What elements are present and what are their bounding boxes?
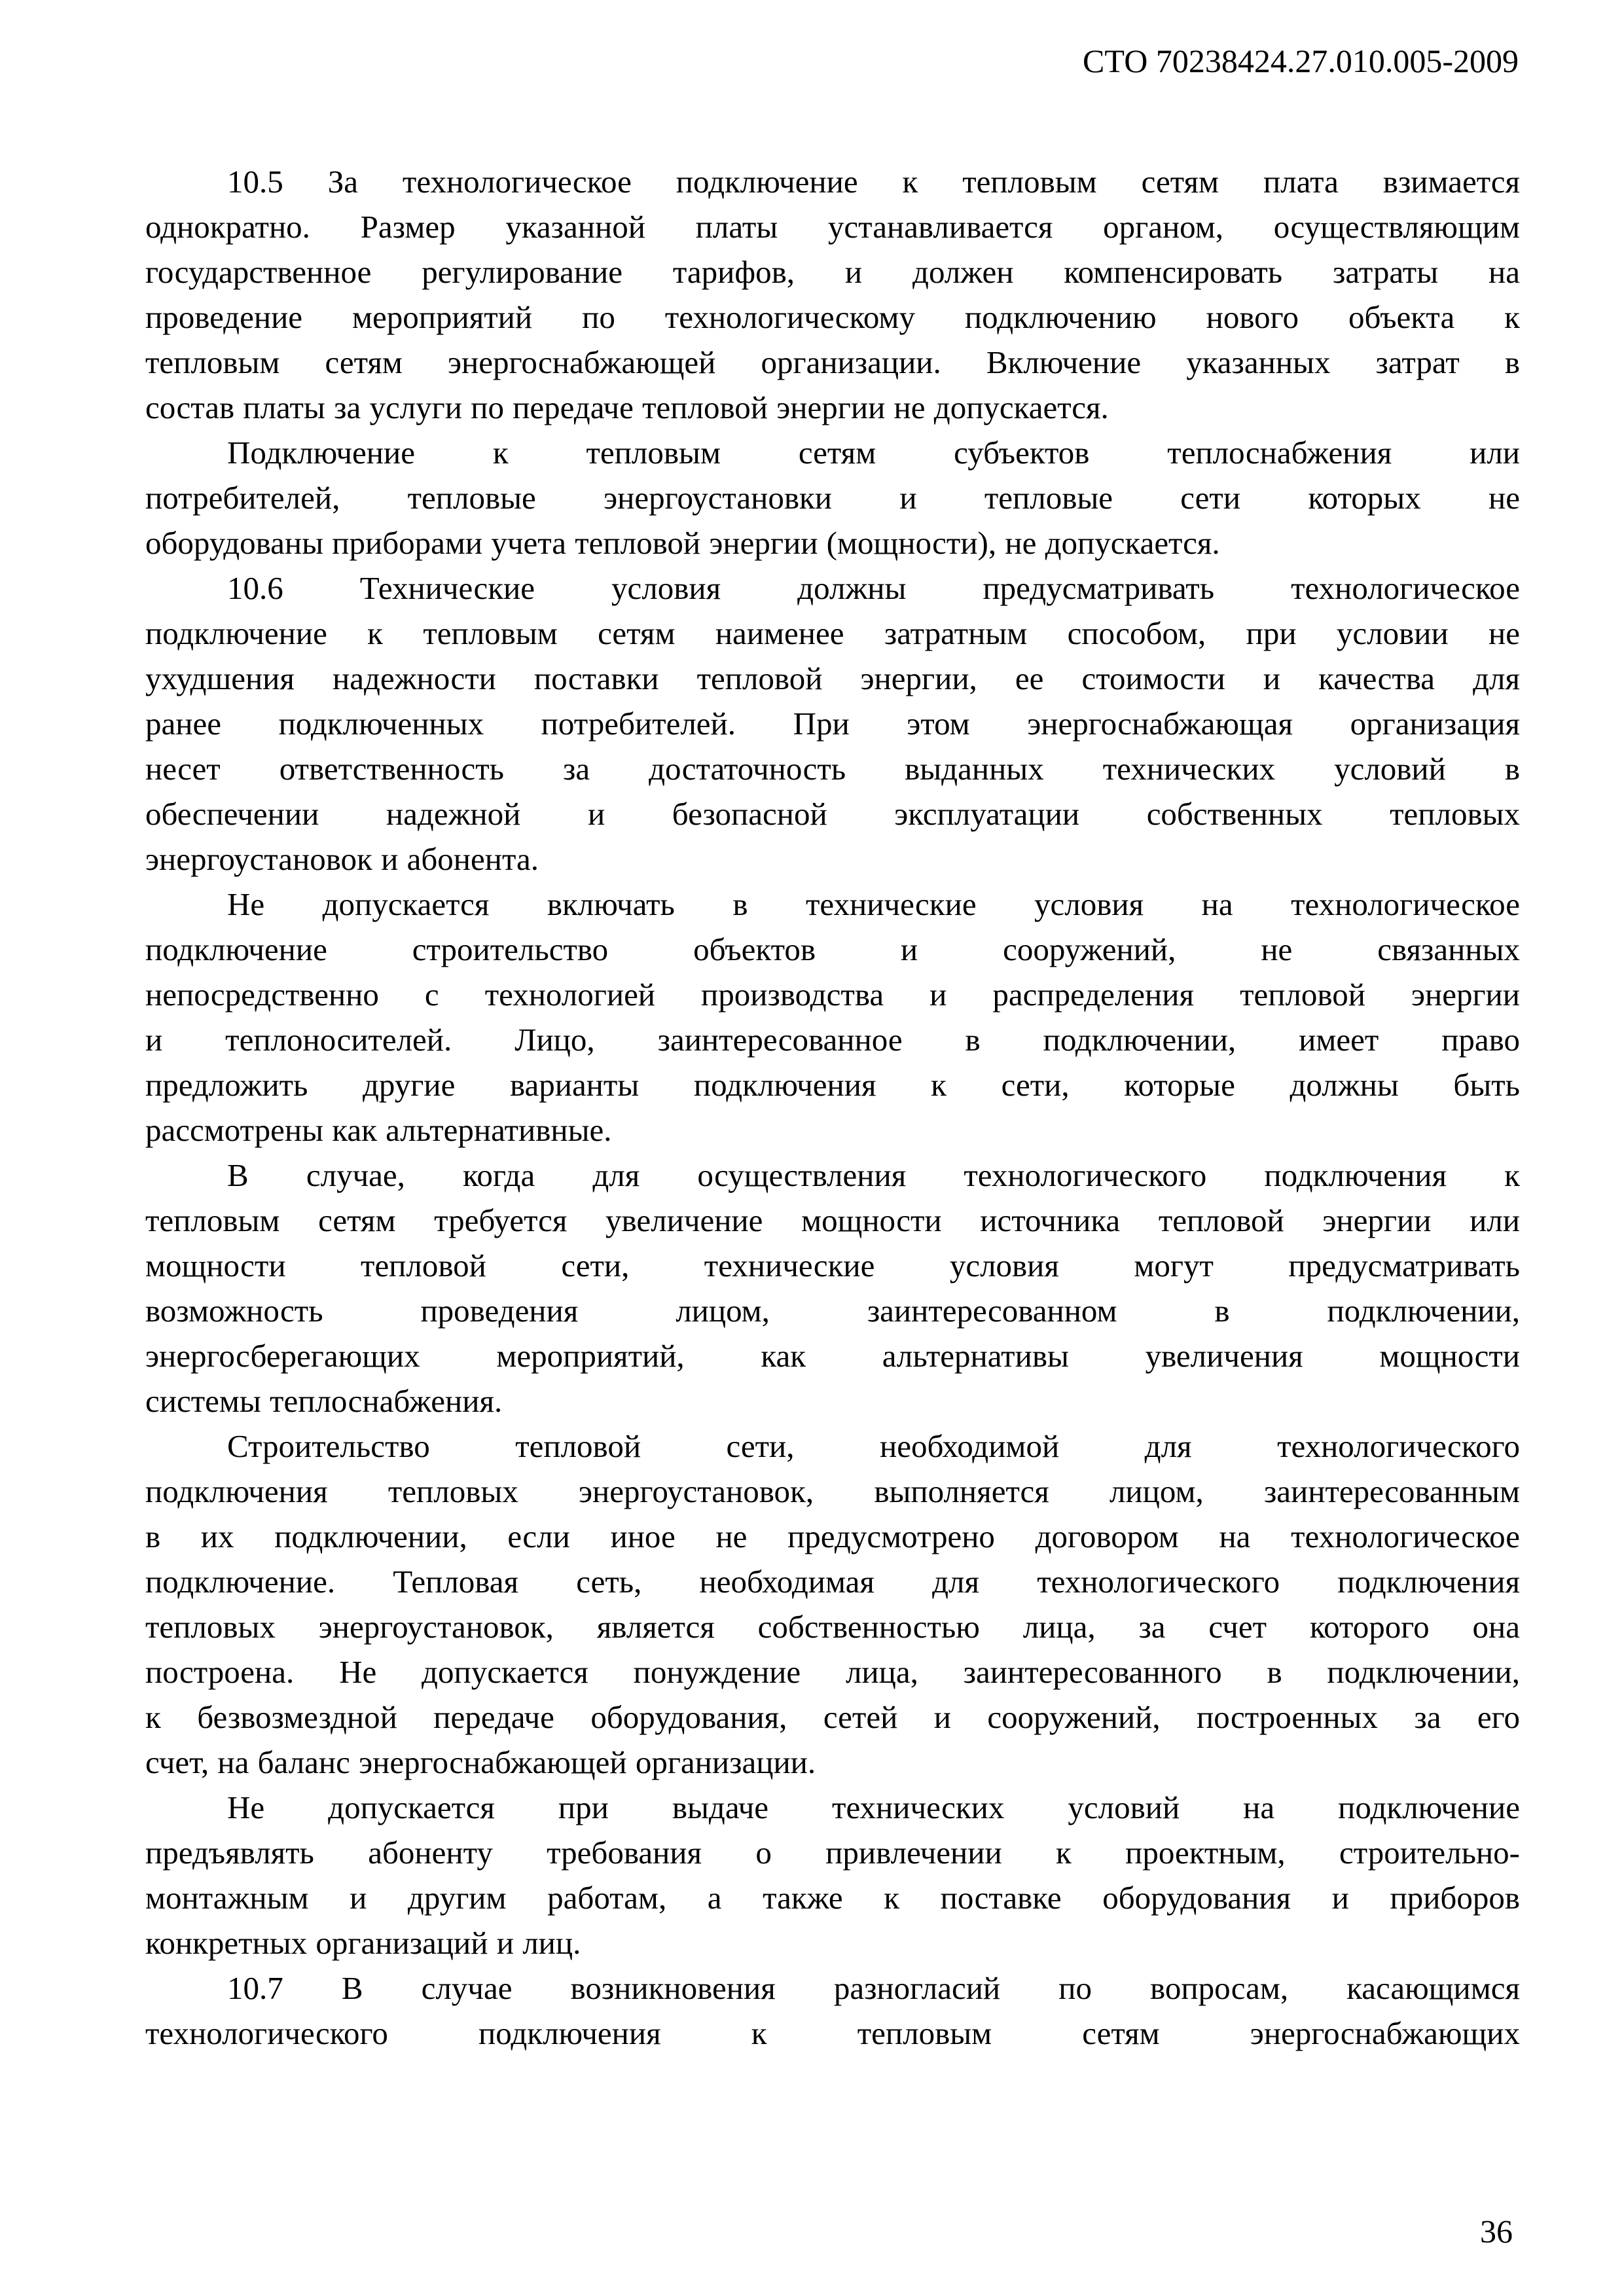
paragraph xyxy=(145,565,1520,882)
text-line: подключения тепловых энергоустановок, выполняется лицом, заинтересованным xyxy=(145,1473,1520,1509)
text-line: обеспечении надежной и безопасной эксплуатации собственных тепловых xyxy=(145,796,1520,832)
text-line: Подключение к тепловым сетям субъектов теплоснабжения или xyxy=(227,435,1520,471)
text-line: рассмотрены как альтернативные. xyxy=(145,1112,612,1148)
text-line: в их подключении, если иное не предусмотрено договором на технологическое xyxy=(145,1518,1520,1554)
text-line: подключение к тепловым сетям наименее затратным способом, при условии не xyxy=(145,615,1520,651)
text-line: однократно. Размер указанной платы устанавливается органом, осуществляющим xyxy=(145,209,1520,245)
text-line: 10.6 Технические условия должны предусматривать технологическое xyxy=(227,570,1520,606)
text-line: государственное регулирование тарифов, и должен компенсировать затраты на xyxy=(145,254,1520,290)
text-line: построена. Не допускается понуждение лица, заинтересованного в подключении, xyxy=(145,1654,1520,1690)
text-line: тепловым сетям требуется увеличение мощности источника тепловой энергии или xyxy=(145,1202,1520,1238)
text-line: ранее подключенных потребителей. При этом энергоснабжающая организация xyxy=(145,706,1520,742)
paragraph xyxy=(145,882,1520,1153)
text-line: Не допускается включать в технические условия на технологическое xyxy=(227,886,1520,922)
text-line: тепловым сетям энергоснабжающей организации. Включение указанных затрат в xyxy=(145,344,1520,380)
text-line: технологического подключения к тепловым сетям энергоснабжающих xyxy=(145,2015,1520,2051)
text-line: предложить другие варианты подключения к сети, которые должны быть xyxy=(145,1067,1520,1103)
text-line: и теплоносителей. Лицо, заинтересованное в подключении, имеет право xyxy=(145,1022,1520,1058)
text-line: Не допускается при выдаче технических условий на подключение xyxy=(227,1789,1520,1825)
text-line: подключение. Тепловая сеть, необходимая для технологического подключения xyxy=(145,1564,1520,1600)
text-line: возможность проведения лицом, заинтересованном в подключении, xyxy=(145,1293,1520,1329)
page-number: 36 xyxy=(1480,2213,1513,2250)
text-line: предъявлять абоненту требования о привлечении к проектным, строительно- xyxy=(145,1835,1520,1871)
text-line: конкретных организаций и лиц. xyxy=(145,1925,581,1961)
text-line: состав платы за услуги по передаче тепловой энергии не допускается. xyxy=(145,389,1109,425)
paragraph xyxy=(145,1965,1520,2056)
text-line: энергоустановок и абонента. xyxy=(145,841,539,877)
text-line: к безвозмездной передаче оборудования, сетей и сооружений, построенных за его xyxy=(145,1699,1520,1735)
text-line: Строительство тепловой сети, необходимой для технологического xyxy=(227,1428,1520,1464)
paragraph xyxy=(145,159,1520,430)
text-line: ухудшения надежности поставки тепловой энергии, ее стоимости и качества для xyxy=(145,660,1520,696)
text-line: 10.7 В случае возникновения разногласий по вопросам, касающимся xyxy=(227,1970,1520,2006)
document-header-code: СТО 70238424.27.010.005-2009 xyxy=(1083,43,1519,79)
text-line: энергосберегающих мероприятий, как альтернативы увеличения мощности xyxy=(145,1338,1520,1374)
paragraph xyxy=(145,1424,1520,1785)
text-line: системы теплоснабжения. xyxy=(145,1383,503,1419)
paragraph xyxy=(145,1785,1520,1965)
text-line: 10.5 За технологическое подключение к тепловым сетям плата взимается xyxy=(227,164,1520,200)
text-line: В случае, когда для осуществления технологического подключения к xyxy=(227,1157,1520,1193)
text-line: несет ответственность за достаточность выданных технических условий в xyxy=(145,751,1520,787)
paragraph xyxy=(145,430,1520,565)
text-line: счет, на баланс энергоснабжающей организации. xyxy=(145,1744,816,1780)
text-line: монтажным и другим работам, а также к поставке оборудования и приборов xyxy=(145,1880,1520,1916)
text-line: мощности тепловой сети, технические условия могут предусматривать xyxy=(145,1247,1520,1283)
text-line: подключение строительство объектов и сооружений, не связанных xyxy=(145,931,1520,967)
text-line: непосредственно с технологией производства и распределения тепловой энергии xyxy=(145,977,1520,1013)
text-line: потребителей, тепловые энергоустановки и тепловые сети которых не xyxy=(145,480,1520,516)
text-line: оборудованы приборами учета тепловой энергии (мощности), не допускается. xyxy=(145,525,1220,561)
document-body xyxy=(145,159,1520,2056)
text-line: проведение мероприятий по технологическому подключению нового объекта к xyxy=(145,299,1520,335)
paragraph xyxy=(145,1153,1520,1424)
text-line: тепловых энергоустановок, является собственностью лица, за счет которого она xyxy=(145,1609,1520,1645)
